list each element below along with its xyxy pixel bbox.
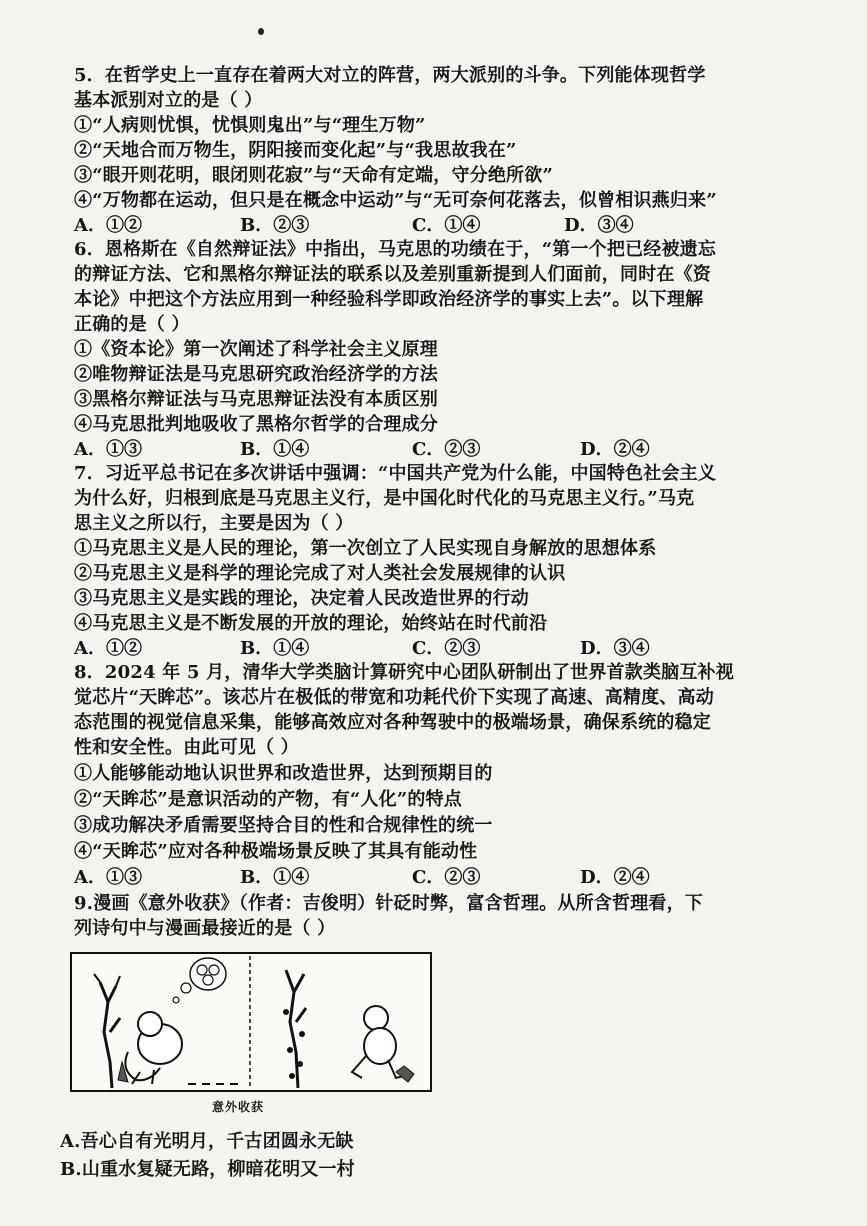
q9-stem-line-2: 列诗句中与漫画最接近的是（ ） [74,918,336,939]
q8-statement-4: ④“天眸芯”应对各种极端场景反映了其具有能动性 [74,841,478,862]
q6-statement-4: ④马克思批判地吸收了黑格尔哲学的合理成分 [74,414,438,435]
q8-stem-line-3: 态范围的视觉信息采集，能够高效应对各种驾驶中的极端场景，确保系统的稳定 [74,712,711,733]
q9-option-a: A.吾心自有光明月，千古团圆永无缺 [60,1131,354,1152]
q7-stem-line-3: 思主义之所以行，主要是因为（ ） [74,513,354,534]
q8-stem-line-2: 觉芯片“天眸芯”。该芯片在极低的带宽和功耗代价下实现了高速、高精度、高动 [74,687,714,708]
q8-statement-2: ②“天眸芯”是意识活动的产物，有“人化”的特点 [74,789,463,810]
q6-choice-a: A．①③ [74,439,142,460]
q7-choice-c: C．②③ [412,638,481,659]
q5-stem-line-2: 基本派别对立的是（ ） [74,90,263,111]
q6-choice-d: D．②④ [580,439,650,460]
q6-stem-line-4: 正确的是（ ） [74,314,190,335]
q8-choice-c: C．②③ [412,867,481,888]
q9-stem-line-1: 9.漫画《意外收获》（作者：吉俊明）针砭时弊，富含哲理。从所含哲理看，下 [74,893,703,914]
comic-caption: 意外收获 [212,1100,265,1114]
q6-stem-line-3: 本论》中把这个方法应用到一种经验科学即政治经济学的事实上去”。以下理解 [74,289,704,310]
q6-statement-3: ③黑格尔辩证法与马克思辩证法没有本质区别 [74,389,438,410]
q5-statement-4: ④“万物都在运动，但只是在概念中运动”与“无可奈何花落去，似曾相识燕归来” [74,190,717,211]
q5-statement-2: ②“天地合而万物生，阴阳接而变化起”与“我思故我在” [74,140,517,161]
q8-statement-1: ①人能够能动地认识世界和改造世界，达到预期目的 [74,763,493,784]
q5-statement-3: ③“眼开则花明，眼闭则花寂”与“天命有定端，守分绝所欲” [74,165,554,186]
q8-stem-line-1: 8．2024 年 5 月，清华大学类脑计算研究中心团队研制出了世界首款类脑互补视 [74,662,734,683]
q8-choice-a: A．①③ [74,867,142,888]
q7-statement-3: ③马克思主义是实践的理论，决定着人民改造世界的行动 [74,588,529,609]
q7-choice-a: A．①② [74,638,142,659]
q5-choice-a: A．①② [74,215,142,236]
comic-illustration [70,952,432,1092]
q6-statement-1: ①《资本论》第一次阐述了科学社会主义原理 [74,339,438,360]
q5-choice-b: B．②③ [240,215,310,236]
q7-statement-1: ①马克思主义是人民的理论，第一次创立了人民实现自身解放的思想体系 [74,538,657,559]
q5-choice-d: D．③④ [564,215,634,236]
q8-choice-b: B．①④ [240,867,310,888]
q6-choice-b: B．①④ [240,439,310,460]
q8-statement-3: ③成功解决矛盾需要坚持合目的性和合规律性的统一 [74,815,493,836]
q6-choice-c: C．②③ [412,439,481,460]
q8-stem-line-4: 性和安全性。由此可见（ ） [74,737,299,758]
q5-choice-c: C．①④ [412,215,481,236]
q5-stem-line-1: 5．在哲学史上一直存在着两大对立的阵营，两大派别的斗争。下列能体现哲学 [74,65,706,86]
q7-stem-line-1: 7．习近平总书记在多次讲话中强调：“中国共产党为什么能，中国特色社会主义 [74,463,717,484]
q7-choice-d: D．③④ [580,638,650,659]
q7-statement-2: ②马克思主义是科学的理论完成了对人类社会发展规律的认识 [74,563,566,584]
q6-stem-line-2: 的辩证方法、它和黑格尔辩证法的联系以及差别重新提到人们面前，同时在《资 [74,264,711,285]
q7-choice-b: B．①④ [240,638,310,659]
q8-choice-d: D．②④ [580,867,650,888]
q6-stem-line-1: 6．恩格斯在《自然辩证法》中指出，马克思的功绩在于，“第一个把已经被遗忘 [74,239,717,260]
ink-dot [258,28,264,35]
q7-statement-4: ④马克思主义是不断发展的开放的理论，始终站在时代前沿 [74,613,548,634]
q9-option-b: B.山重水复疑无路，柳暗花明又一村 [60,1159,355,1180]
q7-stem-line-2: 为什么好，归根到底是马克思主义行，是中国化时代化的马克思主义行。”马克 [74,488,695,509]
q5-statement-1: ①“人病则忧惧，忧惧则鬼出”与“理生万物” [74,115,426,136]
q6-statement-2: ②唯物辩证法是马克思研究政治经济学的方法 [74,364,438,385]
